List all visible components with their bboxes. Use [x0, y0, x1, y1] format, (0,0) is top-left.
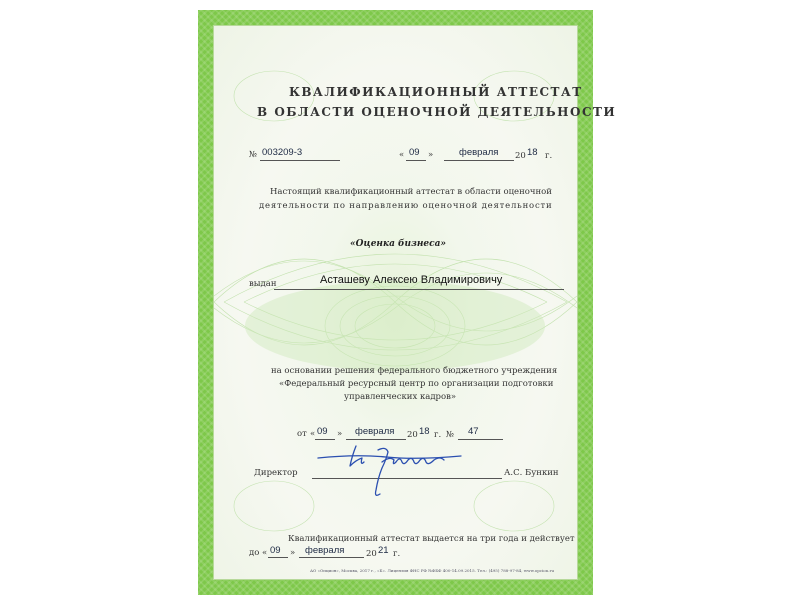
issue-date-month: февраля	[459, 147, 499, 158]
issue-month-underline	[444, 160, 514, 161]
number-underline	[260, 160, 340, 161]
decision-year-g: г.	[434, 430, 442, 440]
decision-open-quote: «	[310, 429, 316, 439]
intro-line-1: Настоящий квалификационный аттестат в области оценочной	[270, 187, 552, 197]
decision-from-label: от	[297, 429, 307, 439]
issue-date-close-quote: »	[428, 150, 434, 160]
validity-line-1: Квалификационный аттестат выдается на три года и действует	[288, 534, 575, 544]
basis-line-1: на основании решения федерального бюджетного учреждения	[271, 366, 558, 376]
decision-month: февраля	[355, 426, 395, 437]
valid-year-suffix: 21	[378, 545, 389, 556]
valid-year-g: г.	[393, 549, 401, 559]
direction: «Оценка бизнеса»	[350, 239, 447, 249]
title-line-2: В ОБЛАСТИ ОЦЕНОЧНОЙ ДЕЯТЕЛЬНОСТИ	[257, 105, 617, 119]
valid-until-open-quote: «	[262, 548, 268, 558]
director-name: А.С. Бункин	[504, 468, 559, 478]
director-label: Директор	[254, 468, 298, 478]
valid-day-underline	[268, 557, 288, 558]
intro-line-2: деятельности по направлению оценочной деятельности	[259, 201, 553, 211]
valid-until-label: до	[249, 548, 260, 558]
decision-year-prefix: 20	[407, 430, 418, 440]
valid-until-month: февраля	[305, 545, 345, 556]
name-underline	[274, 289, 564, 290]
basis-line-3: управленческих кадров»	[344, 392, 457, 402]
decision-day: 09	[317, 426, 328, 437]
title-line-1: КВАЛИФИКАЦИОННЫЙ АТТЕСТАТ	[289, 85, 583, 99]
issue-day-underline	[406, 160, 426, 161]
issue-year-suffix: 18	[527, 147, 538, 158]
issue-year-prefix: 20	[515, 151, 526, 161]
decision-close-quote: »	[337, 429, 343, 439]
certificate-page	[198, 10, 617, 595]
valid-until-day: 09	[270, 545, 281, 556]
decision-number: 47	[468, 426, 479, 437]
issued-to-label: выдан	[249, 279, 277, 289]
issue-date-day: 09	[409, 147, 420, 158]
number-prefix: №	[249, 150, 258, 160]
director-signature	[316, 438, 466, 508]
decision-year-suffix: 18	[419, 426, 430, 437]
issued-to-name: Асташеву Алексею Владимировичу	[320, 274, 503, 286]
printer-footer: АО «Опцион», Москва, 2017 г., «Б». Лицензия ФНС РФ №ФБФ 400-14.09.2015. Тел.: (495) 788-97-84, www.opcion.ru	[310, 568, 555, 573]
valid-until-close-quote: »	[290, 548, 296, 558]
decision-number-label: №	[446, 430, 455, 440]
issue-date-open-quote: «	[399, 150, 405, 160]
valid-month-underline	[299, 557, 364, 558]
issue-year-g: г.	[545, 151, 553, 161]
certificate-number: 003209-3	[262, 147, 303, 158]
basis-line-2: «Федеральный ресурсный центр по организации подготовки	[279, 379, 554, 389]
valid-year-prefix: 20	[366, 549, 377, 559]
